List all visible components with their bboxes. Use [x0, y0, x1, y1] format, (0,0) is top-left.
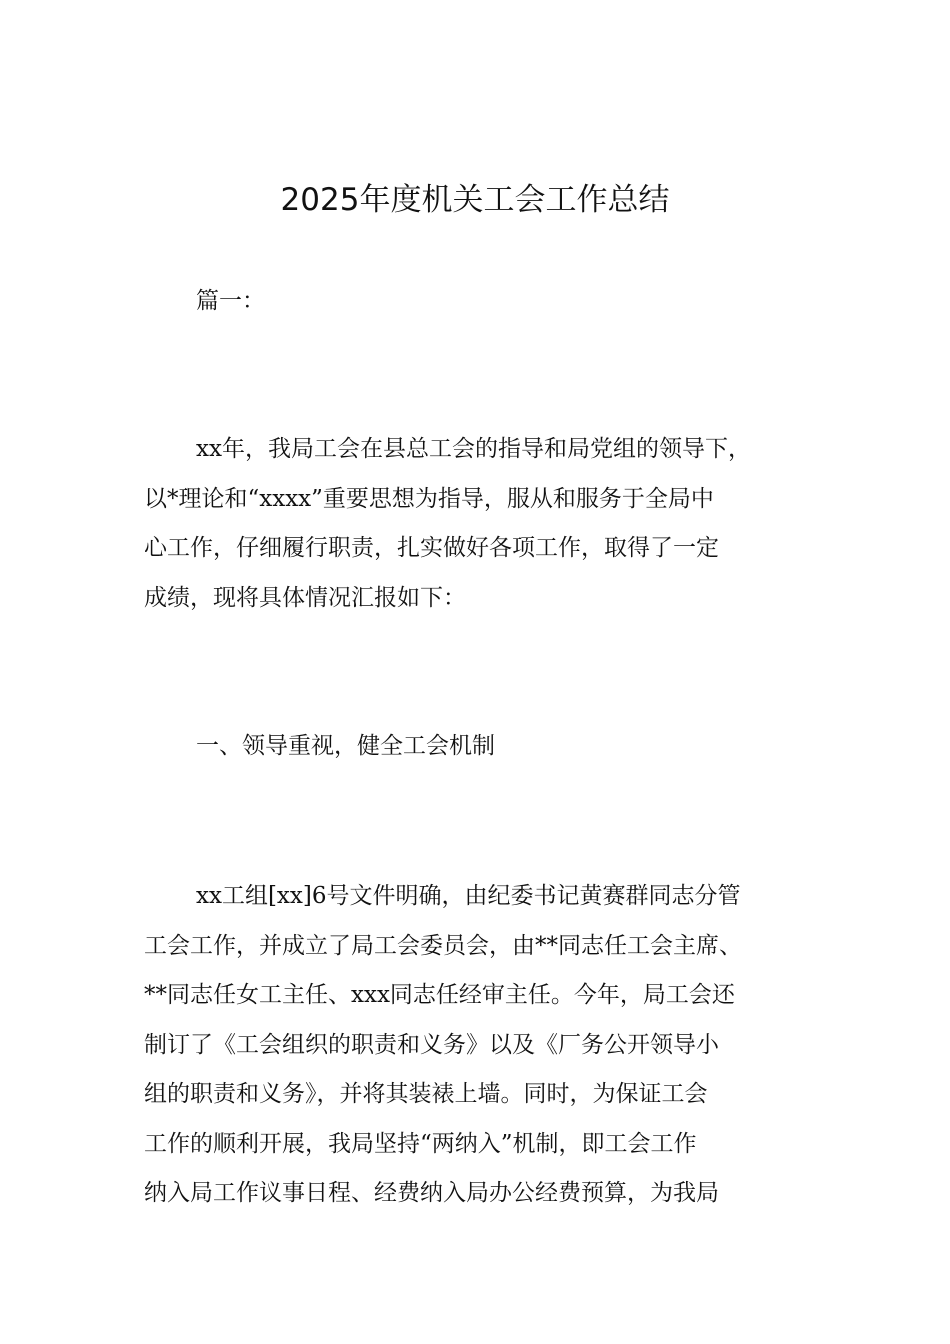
intro-line: 心工作，仔细履行职责，扎实做好各项工作，取得了一定	[144, 535, 719, 561]
body-line: 工会工作，并成立了局工会委员会，由**同志任工会主席、	[144, 932, 742, 959]
section-heading: 一、领导重视，健全工会机制	[196, 733, 495, 759]
intro-line: xx年，我局工会在县总工会的指导和局党组的领导下，	[196, 436, 751, 462]
body-line: 组的职责和义务》，并将其装裱上墙。同时，为保证工会	[144, 1081, 708, 1107]
intro-line: 成绩，现将具体情况汇报如下：	[144, 584, 466, 611]
section-label: 篇一：	[196, 288, 265, 314]
intro-line: 以*理论和“xxxx”重要思想为指导，服从和服务于全局中	[144, 485, 714, 512]
body-line: 制订了《工会组织的职责和义务》以及《厂务公开领导小	[144, 1031, 719, 1058]
body-line: 纳入局工作议事日程、经费纳入局办公经费预算，为我局	[144, 1180, 719, 1206]
intro-paragraph	[144, 425, 824, 623]
body-line: xx工组[xx]6号文件明确，由纪委书记黄赛群同志分管	[196, 883, 741, 909]
body-paragraph	[144, 872, 824, 1219]
body-line: **同志任女工主任、xxx同志任经审主任。今年，局工会还	[144, 982, 735, 1008]
document-title: 2025年度机关工会工作总结	[280, 182, 670, 218]
body-line: 工作的顺利开展，我局坚持“两纳入”机制，即工会工作	[144, 1130, 697, 1157]
